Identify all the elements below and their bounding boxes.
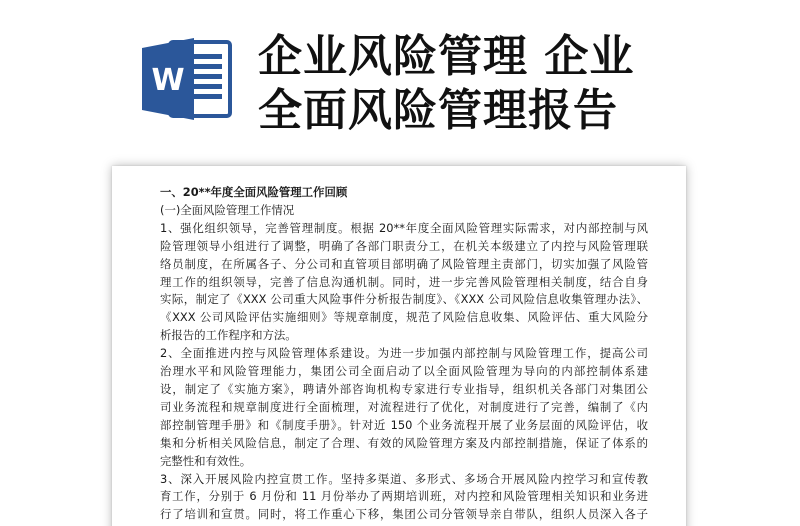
body-line: 理工作的组织领导，完善了信息沟通机制。同时，进一步完善风险管理相关制度，结合自身 (160, 274, 648, 289)
body-line: 设，制定了《实施方案》，聘请外部咨询机构专家进行专业指导，组织机关各部门对集团公 (160, 381, 648, 396)
body-line: 3、深入开展风险内控宣贯工作。坚持多渠道、多形式、多场合开展风险内控学习和宣传教 (160, 471, 648, 486)
title-line-2: 全面风险管理报告 (258, 85, 618, 136)
body-line: 治理水平和风险管理能力，集团公司全面启动了以全面风险管理为导向的内部控制体系建 (160, 364, 648, 379)
word-icon (140, 36, 234, 122)
section-heading: 一、20**年度全面风险管理工作回顾 (160, 185, 348, 199)
body-line: 集和分析相关风险信息，制定了合理、有效的风险管理方案及内部控制措施，保证了体系的 (160, 435, 648, 450)
body-line: 析报告的工作程序和方法。 (160, 328, 297, 343)
page-title (258, 30, 778, 138)
body-line: 险管理领导小组进行了调整，明确了各部门职责分工，在机关本级建立了内控与风险管理联 (160, 238, 648, 253)
body-line: 部控制管理手册》和《制度手册》。针对近 150 个业务流程开展了业务层面的风险评估，收 (160, 417, 648, 432)
body-line: 司业务流程和规章制度进行全面梳理，对流程进行了优化，对制度进行了完善，编制了《内 (160, 399, 648, 414)
body-line: 《XXX 公司风险评估实施细则》等规章制度，规范了风险信息收集、风险评估、重大风险分 (160, 310, 648, 325)
body-line: 络员制度，在所属各子、分公司和直管项目部明确了风险管理主责部门，切实加强了风险管 (160, 256, 648, 271)
body-line: 2、全面推进内控与风险管理体系建设。为进一步加强内部控制与风险管理工作，提高公司 (160, 346, 648, 361)
body-line: 1、强化组织领导，完善管理制度。根据 20**年度全面风险管理实际需求，对内部控制与风 (160, 220, 648, 235)
body-line: 育工作，分别于 6 月份和 11 月份举办了两期培训班，对内控和风险管理相关知识和业务进 (160, 489, 648, 504)
title-line-1: 企业风险管理 企业 (258, 31, 635, 82)
body-line: 行了培训和宣贯。同时，将工作重心下移，集团公司分管领导亲自带队，组织人员深入各子 (160, 507, 648, 522)
section-subheading: (一)全面风险管理工作情况 (160, 202, 295, 217)
body-line: 完整性和有效性。 (160, 453, 252, 468)
body-line: 实际，制定了《XXX 公司重大风险事件分析报告制度》、《XXX 公司风险信息收集管理办法》、 (160, 292, 648, 307)
document-body (160, 184, 648, 524)
word-logo-letter: W (151, 63, 185, 98)
